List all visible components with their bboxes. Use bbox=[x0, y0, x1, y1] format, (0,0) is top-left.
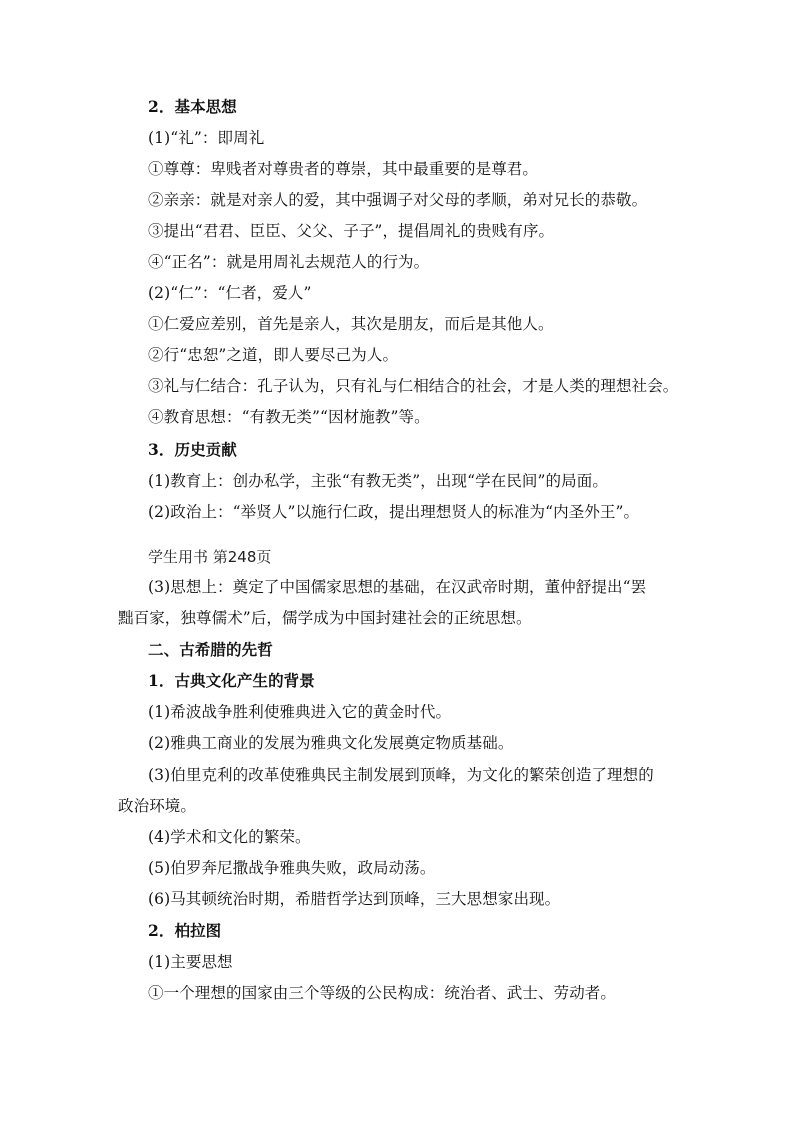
contribution-item-3-line-1: (3)思想上：奠定了中国儒家思想的基础，在汉武帝时期，董仲舒提出“罢 bbox=[148, 578, 647, 596]
li-item-3: ③提出“君君、臣臣、父父、子子”，提倡周礼的贵贱有序。 bbox=[148, 222, 555, 240]
background-item-6: (6)马其顿统治时期，希腊哲学达到顶峰，三大思想家出现。 bbox=[148, 890, 561, 908]
plato-item-1: ①一个理想的国家由三个等级的公民构成：统治者、武士、劳动者。 bbox=[148, 984, 617, 1002]
ren-item-1: ①仁爱应差别，首先是亲人，其次是朋友，而后是其他人。 bbox=[148, 315, 554, 333]
background-item-4: (4)学术和文化的繁荣。 bbox=[148, 828, 311, 846]
ren-item-3: ③礼与仁结合：孔子认为，只有礼与仁相结合的社会，才是人类的理想社会。 bbox=[148, 377, 679, 395]
background-item-2: (2)雅典工商业的发展为雅典文化发展奠定物质基础。 bbox=[148, 734, 514, 752]
contribution-item-2: (2)政治上：“举贤人”以施行仁政，提出理想贤人的标准为“内圣外王”。 bbox=[148, 503, 640, 521]
li-item-1: ①尊尊：卑贱者对尊贵者的尊崇，其中最重要的是尊君。 bbox=[148, 160, 539, 178]
section-heading-plato: 2．柏拉图 bbox=[148, 921, 222, 940]
section-heading-contribution: 3．历史贡献 bbox=[148, 440, 237, 459]
plato-subheading: (1)主要思想 bbox=[148, 953, 233, 971]
page-reference: 学生用书 第248页 bbox=[148, 548, 272, 566]
background-item-5: (5)伯罗奔尼撒战争雅典失败，政局动荡。 bbox=[148, 859, 436, 877]
ren-item-4: ④教育思想：“有教无类”“因材施教”等。 bbox=[148, 408, 430, 426]
background-item-3-line-2: 政治环境。 bbox=[118, 797, 197, 815]
li-item-2: ②亲亲：就是对亲人的爱，其中强调子对父母的孝顺，弟对兄长的恭敬。 bbox=[148, 191, 648, 209]
li-heading: (1)“礼”：即周礼 bbox=[148, 129, 265, 147]
ren-item-2: ②行“忠恕”之道，即人要尽己为人。 bbox=[148, 346, 399, 364]
contribution-item-1: (1)教育上：创办私学，主张“有教无类”，出现“学在民间”的局面。 bbox=[148, 472, 608, 490]
section-heading-basic-thought: 2．基本思想 bbox=[148, 97, 237, 116]
background-item-3-line-1: (3)伯里克利的改革使雅典民主制发展到顶峰，为文化的繁荣创造了理想的 bbox=[148, 766, 654, 784]
contribution-item-3-line-2: 黜百家，独尊儒术”后，儒学成为中国封建社会的正统思想。 bbox=[118, 609, 532, 627]
section-heading-background: 1．古典文化产生的背景 bbox=[148, 671, 315, 690]
part-heading-greek: 二、古希腊的先哲 bbox=[148, 640, 273, 659]
ren-heading: (2)“仁”：“仁者，爱人” bbox=[148, 284, 312, 302]
li-item-4: ④“正名”：就是用周礼去规范人的行为。 bbox=[148, 253, 430, 271]
background-item-1: (1)希波战争胜利使雅典进入它的黄金时代。 bbox=[148, 703, 452, 721]
